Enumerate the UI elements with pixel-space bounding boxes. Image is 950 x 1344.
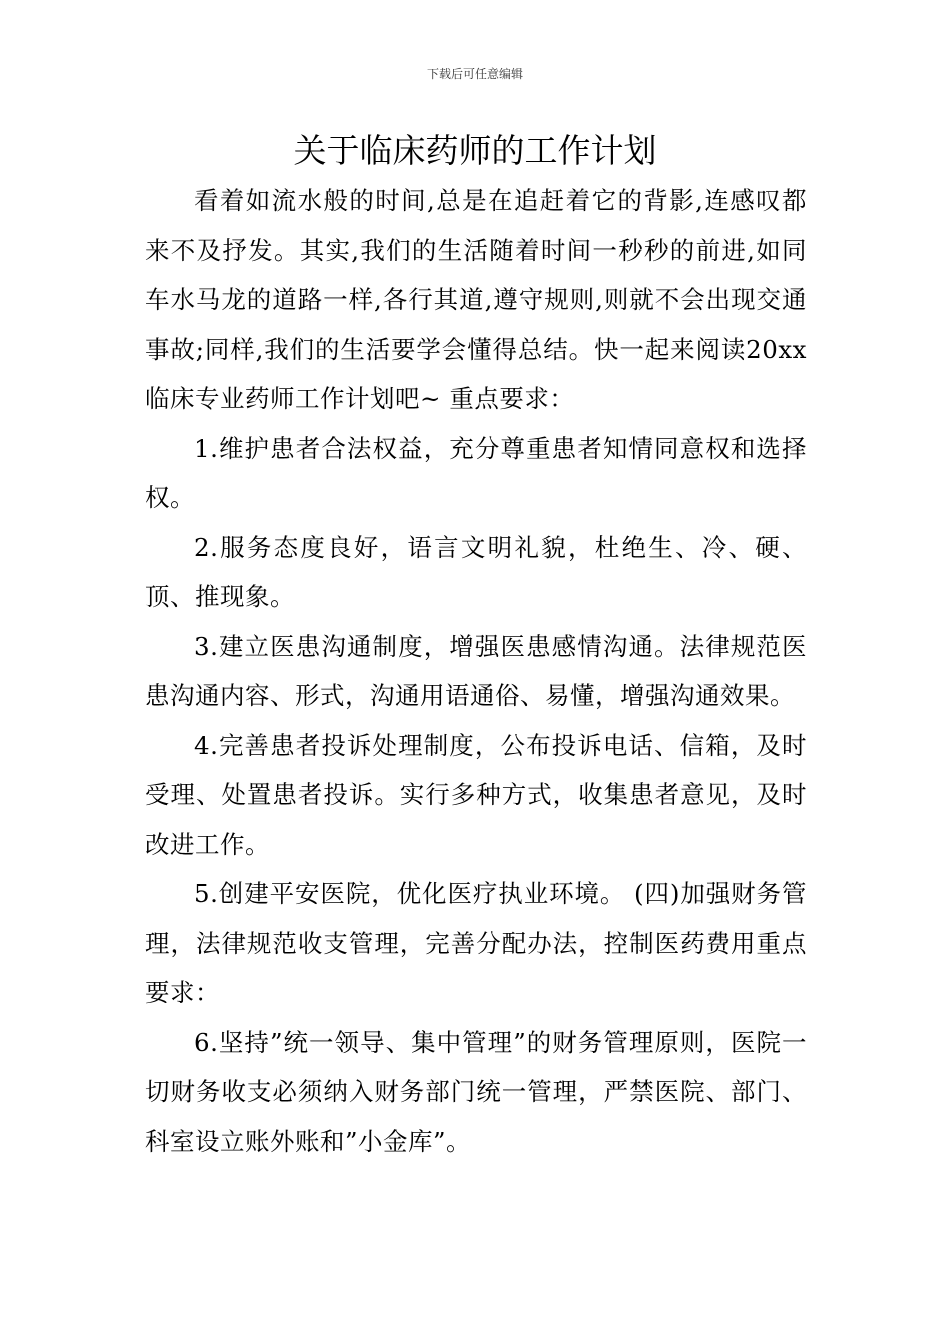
document-body — [145, 176, 807, 1166]
paragraph-item-1: 1.维护患者合法权益，充分尊重患者知情同意权和选择权。 — [145, 433, 807, 512]
paragraph-item-6: 6.坚持”统一领导、集中管理”的财务管理原则，医院一切财务收支必须纳入财务部门统一管理，严禁医院、部门、科室设立账外账和”小金库”。 — [145, 1027, 807, 1156]
paragraph-item-5: 5.创建平安医院，优化医疗执业环境。 (四)加强财务管理，法律规范收支管理，完善分配办法，控制医药费用重点要求： — [145, 879, 807, 1007]
paragraph-item-4: 4.完善患者投诉处理制度，公布投诉电话、信箱，及时受理、处置患者投诉。实行多种方式，收集患者意见，及时改进工作。 — [145, 730, 807, 859]
paragraph-item-3: 3.建立医患沟通制度，增强医患感情沟通。法律规范医患沟通内容、形式，沟通用语通俗、易懂，增强沟通效果。 — [145, 631, 807, 710]
paragraph-item-2: 2.服务态度良好，语言文明礼貌，杜绝生、冷、硬、顶、推现象。 — [145, 532, 807, 611]
header-note: 下载后可任意编辑 — [426, 67, 523, 81]
paragraph-intro: 看着如流水般的时间,总是在追赶着它的背影,连感叹都来不及抒发。其实,我们的生活随着时间一秒秒的前进,如同车水马龙的道路一样,各行其道,遵守规则,则就不会出现交通事故;同样,我们的生活要学会懂得总结。快一起来阅读20xx临床专业药师工作计划吧~ 重点要求： — [145, 186, 807, 413]
document-title: 关于临床药师的工作计划 — [293, 131, 657, 170]
